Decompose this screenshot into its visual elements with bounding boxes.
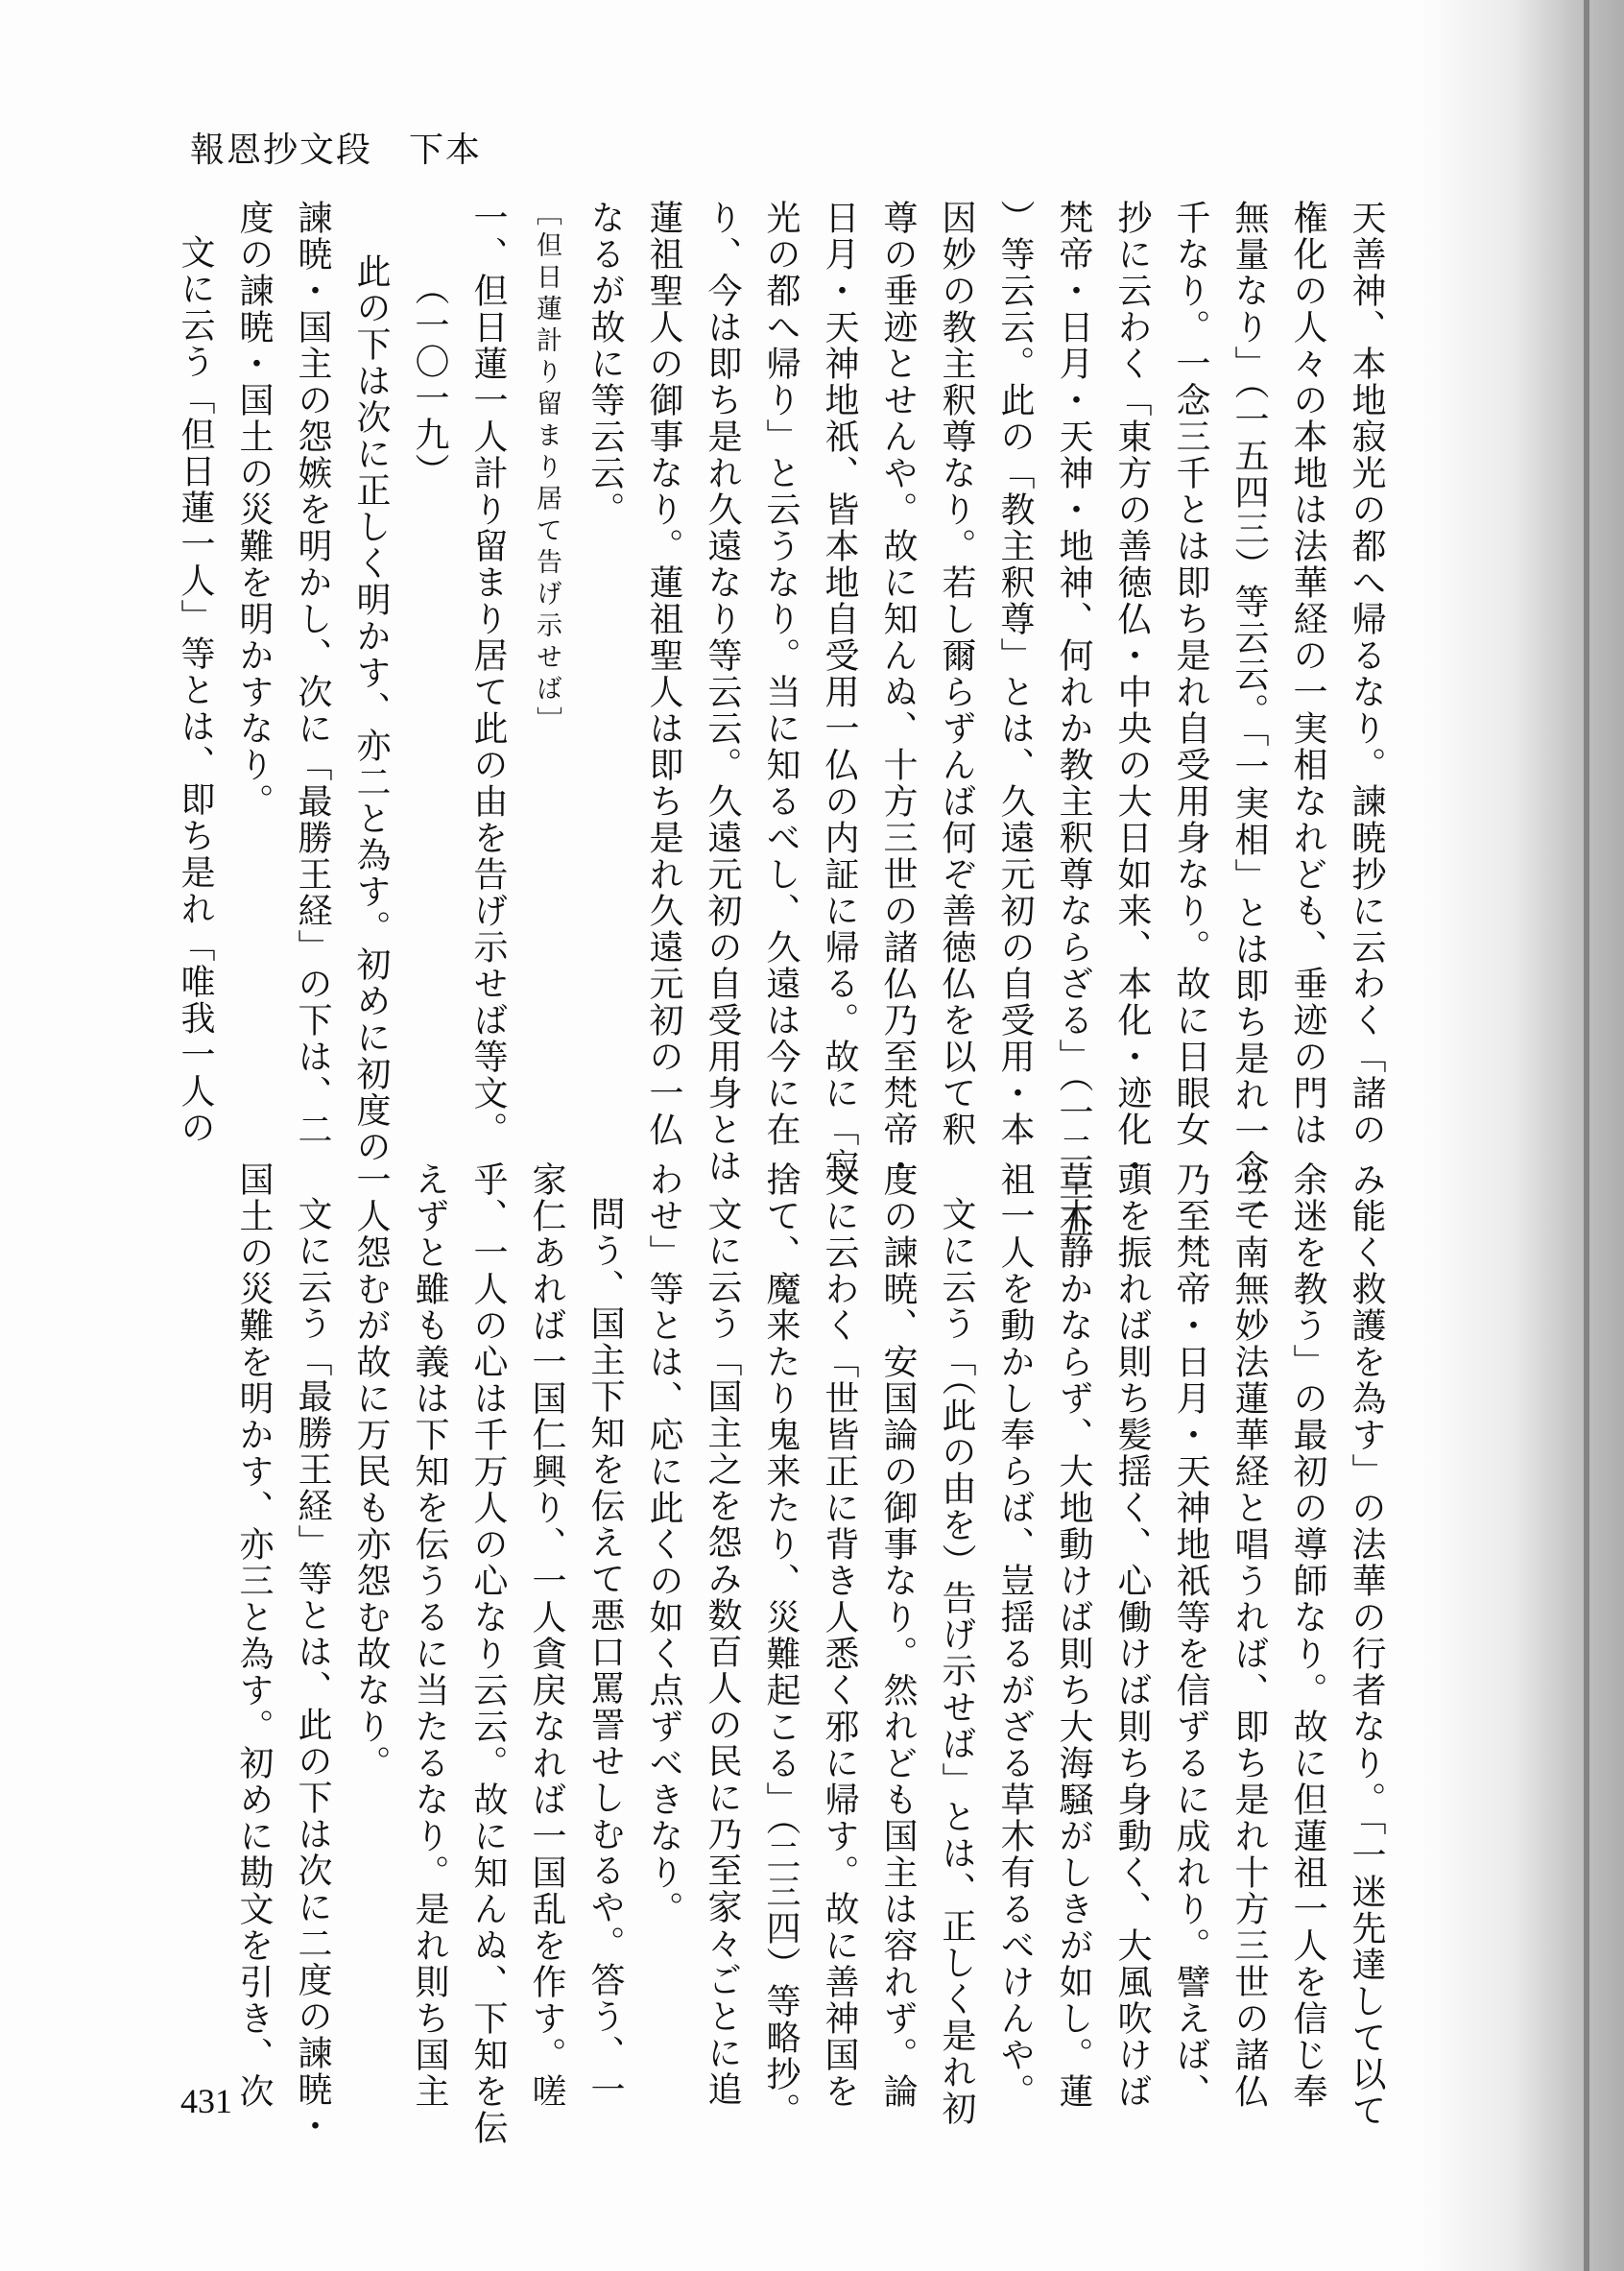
text-line: 乃至梵帝・日月・天神地祇等を信ずるに成れり。譬えば、 — [1171, 1161, 1210, 2110]
text-line: 蓮祖聖人の御事なり。蓮祖聖人は即ち是れ久遠元初の一仏 — [644, 200, 683, 1148]
text-line: 天善神、本地寂光の都へ帰るなり。諫暁抄に云わく「諸の — [1347, 200, 1386, 1148]
page-gutter-line — [1584, 0, 1589, 2271]
text-line: 捨て、魔来たり鬼来たり、災難起こる」（二三四）等略抄。 — [761, 1161, 800, 2129]
text-line: えずと雖も義は下知を伝うるに当たるなり。是れ則ち国主 — [410, 1161, 449, 2110]
page-reference: （一〇一九） — [410, 271, 449, 490]
text-line: 光の都へ帰り」と云うなり。当に知るべし、久遠は今に在 — [761, 200, 800, 1148]
text-line: 国土の災難を明かす、亦三と為す。初めに勘文を引き、次 — [234, 1161, 274, 2110]
text-line: 千なり。一念三千とは即ち是れ自受用身なり。故に日眼女 — [1171, 200, 1210, 1148]
text-line: 無量なり」（一五四三）等云云。「一実相」とは即ち是れ一念三 — [1230, 200, 1269, 1223]
text-block-top — [176, 200, 1396, 1240]
text-line: 文に云う「最勝王経」等とは、此の下は次に二度の諫暁・ — [293, 1196, 332, 2144]
text-line: 度の諫暁、安国論の御事なり。然れども国主は容れず。論 — [878, 1161, 918, 2110]
running-head: 報恩抄文段 下本 — [190, 131, 483, 170]
text-line: ）等云云。此の「教主釈尊」とは、久遠元初の自受用・本 — [995, 200, 1035, 1148]
text-line: 問う、国主下知を伝えて悪口罵詈せしむるや。答う、一 — [585, 1196, 625, 2108]
text-line: 草木静かならず、大地動けば則ち大海騒がしきが如し。蓮 — [1054, 1161, 1093, 2110]
text-line: なるが故に等云云。 — [585, 200, 625, 528]
text-line: 度の諫暁・国土の災難を明かすなり。 — [234, 200, 274, 820]
text-line: 尊の垂迹とせんや。故に知んぬ、十方三世の諸仏乃至梵帝・ — [878, 200, 918, 1184]
text-line: 一人怨むが故に万民も亦怨む故なり。 — [351, 1161, 391, 1781]
text-line: 余迷を教う」の最初の導師なり。故に但蓮祖一人を信じ奉 — [1288, 1161, 1327, 2110]
text-line: 此の下は次に正しく明かす、亦二と為す。初めに初度の — [351, 253, 391, 1165]
text-line: 因妙の教主釈尊なり。若し爾らずんば何ぞ善徳仏を以て釈 — [937, 200, 976, 1148]
text-line: 文に云う「但日蓮一人」等とは、即ち是れ「唯我一人の — [176, 234, 215, 1146]
page-number: 431 — [180, 2082, 232, 2120]
text-line: り、今は即ち是れ久遠なり等云云。久遠元初の自受用身とは — [703, 200, 742, 1184]
text-line: 文に云う「国主之を怨み数百人の民に乃至家々ごとに追 — [703, 1196, 742, 2108]
text-line: 諫暁・国主の怨嫉を明かし、次に「最勝王経」の下は、二 — [293, 200, 332, 1148]
text-line: 権化の人々の本地は法華経の一実相なれども、垂迹の門は — [1288, 200, 1327, 1148]
page-edge-shadow — [1422, 0, 1624, 2271]
text-line: 文に云わく「世皆正に背き人悉く邪に帰す。故に善神国を — [820, 1161, 859, 2110]
text-line: 梵帝・日月・天神・地神、何れか教主釈尊ならざる」（一二三五 — [1054, 200, 1093, 1240]
text-line: 日月・天神地祇、皆本地自受用一仏の内証に帰る。故に「寂 — [820, 200, 859, 1184]
text-line: 乎、一人の心は千万人の心なり云云。故に知んぬ、下知を伝 — [468, 1161, 508, 2146]
text-line: 文に云う「（此の由を）告げ示せば」とは、正しく是れ初 — [937, 1196, 976, 2127]
text-line: 家仁あれば一国仁興り、一人貪戻なれば一国乱を作す。嗟 — [527, 1161, 566, 2110]
text-line: わせ」等とは、応に此くの如く点ずべきなり。 — [644, 1161, 683, 1927]
text-line: 頭を振れば則ち髪揺く、心働けば則ち身動く、大風吹けば — [1112, 1161, 1152, 2110]
text-line: み能く救護を為す」の法華の行者なり。「一迷先達して以て — [1347, 1161, 1386, 2129]
heading-annotation: ［但日蓮計り留まり居て告げ示せば］ — [532, 200, 561, 738]
heading-line: 一、但日蓮一人計り留まり居て此の由を告げ示せば等文。 — [468, 200, 508, 1148]
text-line: 抄に云わく「東方の善徳仏・中央の大日如来、本化・迹化・ — [1112, 200, 1152, 1184]
text-line: 祖一人を動かし奉らば、豈揺るがざる草木有るべけんや。 — [995, 1161, 1035, 2110]
text-line: りて南無妙法蓮華経と唱うれば、即ち是れ十方三世の諸仏 — [1230, 1161, 1269, 2110]
